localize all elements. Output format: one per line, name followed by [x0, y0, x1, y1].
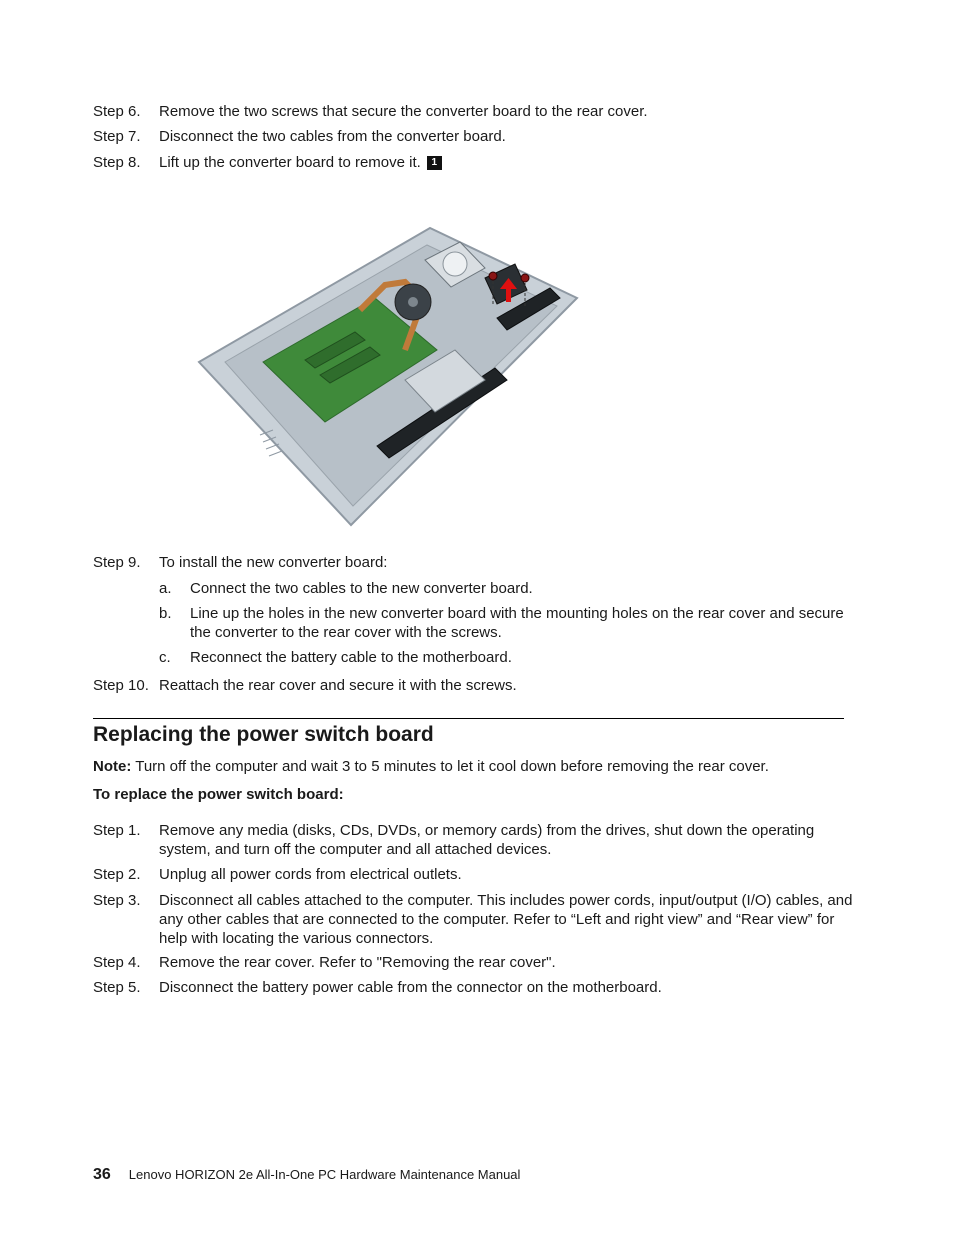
step-text: Remove any media (disks, CDs, DVDs, or memory cards) from the drives, shut down the operating system, and turn off the computer and all attached devices. — [159, 822, 815, 858]
step-text: Disconnect the battery power cable from the connector on the motherboard. — [159, 979, 662, 996]
fan-hub — [408, 297, 418, 307]
substep-text: Connect the two cables to the new converter board. — [190, 580, 533, 597]
step-text: Remove the two screws that secure the converter board to the rear cover. — [159, 103, 648, 120]
step-label: Step 3. — [93, 892, 141, 909]
substep-label: b. — [159, 605, 172, 622]
step-label: Step 7. — [93, 128, 141, 145]
step-text: Lift up the converter board to remove it. — [159, 154, 421, 171]
step-text: To install the new converter board: — [159, 554, 388, 571]
manual-title: Lenovo HORIZON 2e All-In-One PC Hardware Maintenance Manual — [128, 1167, 521, 1182]
section-title: Replacing the power switch board — [93, 723, 434, 746]
hard-drive-platter — [443, 252, 467, 276]
step-label: Step 10. — [93, 677, 149, 694]
note-text: Turn off the computer and wait 3 to 5 minutes to let it cool down before removing the rear cover. — [131, 758, 769, 775]
substep-label: a. — [159, 580, 172, 597]
callout-badge: 1 — [427, 156, 442, 170]
step-label: Step 8. — [93, 154, 141, 171]
section-divider — [93, 718, 844, 719]
step-label: Step 2. — [93, 866, 141, 883]
step-label: Step 6. — [93, 103, 141, 120]
step-text: Disconnect all cables attached to the computer. This includes power cords, input/output (I/O) cables, and any other cables that are connected to the computer. Refer to “Left and right view” and “Rear view” for help with locating the various connectors. — [159, 892, 853, 947]
substep-text: Reconnect the battery cable to the motherboard. — [190, 649, 512, 666]
step-text: Remove the rear cover. Refer to "Removing the rear cover". — [159, 954, 556, 971]
step-text: Unplug all power cords from electrical outlets. — [159, 866, 462, 883]
page-footer — [93, 1165, 520, 1185]
substep-text: Line up the holes in the new converter board with the mounting holes on the rear cover and secure the converter to the rear cover with the screws. — [190, 605, 844, 641]
step-label: Step 5. — [93, 979, 141, 996]
note-paragraph — [93, 757, 853, 776]
step-text-wrapper — [159, 153, 853, 172]
step-text: Reattach the rear cover and secure it with the screws. — [159, 677, 517, 694]
step-text: Disconnect the two cables from the converter board. — [159, 128, 506, 145]
step-label: Step 1. — [93, 822, 141, 839]
converter-board-removal-figure — [155, 190, 625, 540]
procedure-title: To replace the power switch board: — [93, 786, 344, 803]
substep-label: c. — [159, 649, 171, 666]
step-label: Step 9. — [93, 554, 141, 571]
step-label: Step 4. — [93, 954, 141, 971]
note-label: Note: — [93, 758, 132, 775]
page-number: 36 — [93, 1166, 111, 1183]
